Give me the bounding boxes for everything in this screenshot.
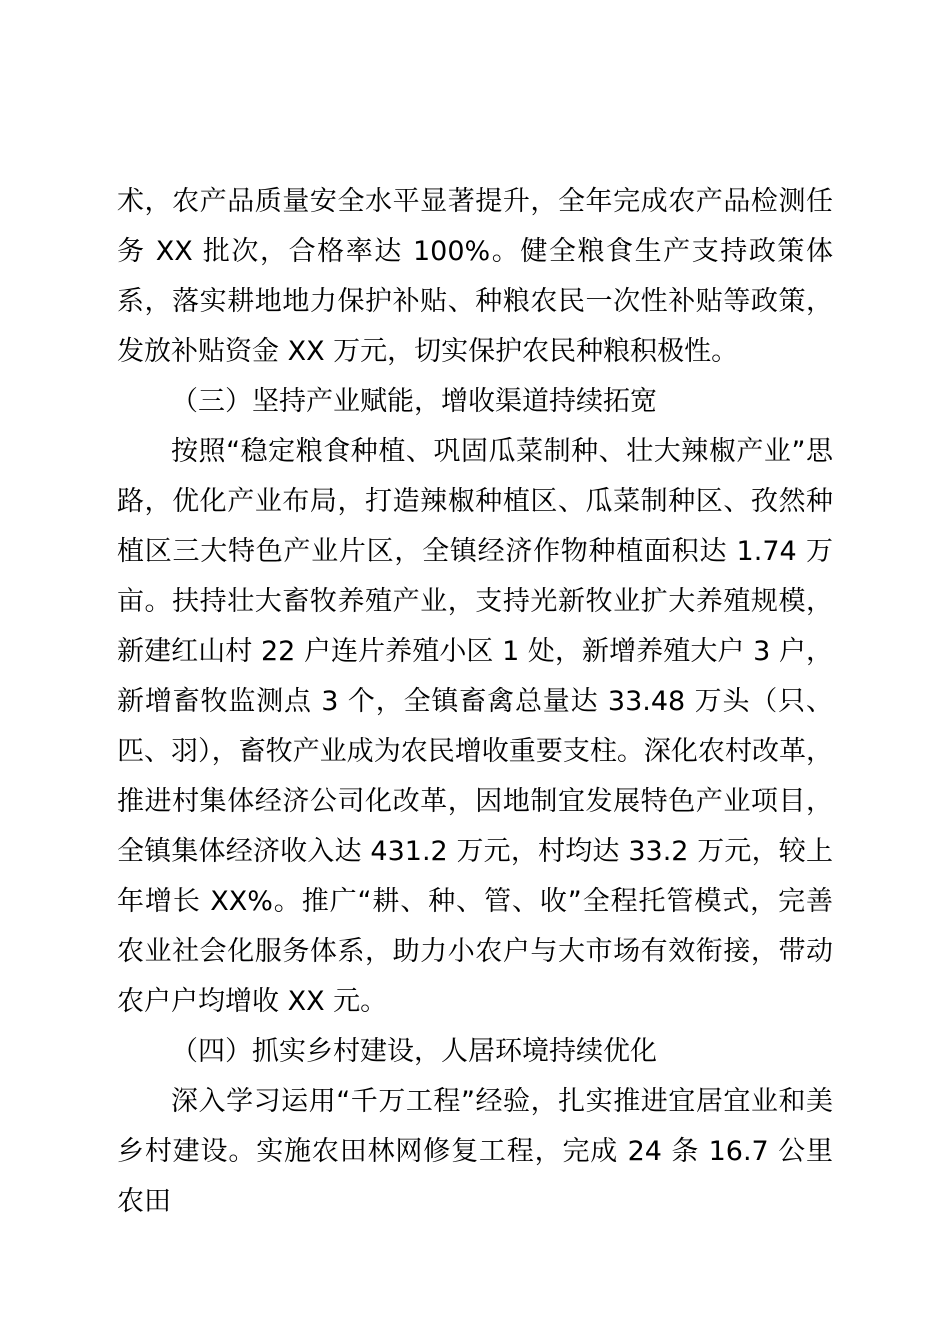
document-body-text: [117, 177, 833, 1227]
body-paragraph: 按照“稳定粮食种植、巩固瓜菜制种、壮大辣椒产业”思路，优化产业布局，打造辣椒种植区、瓜菜制种区、孜然种植区三大特色产业片区，全镇经济作物种植面积达 1.74 万亩。扶持壮大畜牧养殖产业，支持光新牧业扩大养殖规模，新建红山村 22 户连片养殖小区 1 处，新增养殖大户 3 户，新增畜牧监测点 3 个，全镇畜禽总量达 33.48 万头（只、匹、羽），畜牧产业成为农民增收重要支柱。深化农村改革，推进村集体经济公司化改革，因地制宜发展特色产业项目，全镇集体经济收入达 431.2 万元，村均达 33.2 万元，较上年增长 XX%。推广“耕、种、管、收”全程托管模式，完善农业社会化服务体系，助力小农户与大市场有效衔接，带动农户户均增收 XX 元。: [117, 436, 833, 1017]
body-paragraph-continues-next-page: 深入学习运用“千万工程”经验，扎实推进宜居宜业和美乡村建设。实施农田林网修复工程，完成 24 条 16.7 公里农田: [117, 1086, 833, 1217]
section-heading: （四）抓实乡村建设，人居环境持续优化: [171, 1036, 657, 1067]
body-paragraph-continued-from-previous-page: 术，农产品质量安全水平显著提升，全年完成农产品检测任务 XX 批次，合格率达 100%。健全粮食生产支持政策体系，落实耕地地力保护补贴、种粮农民一次性补贴等政策，发放补贴资金 XX 万元，切实保护农民种粮积极性。: [117, 186, 833, 367]
section-heading: （三）坚持产业赋能，增收渠道持续拓宽: [171, 386, 657, 417]
